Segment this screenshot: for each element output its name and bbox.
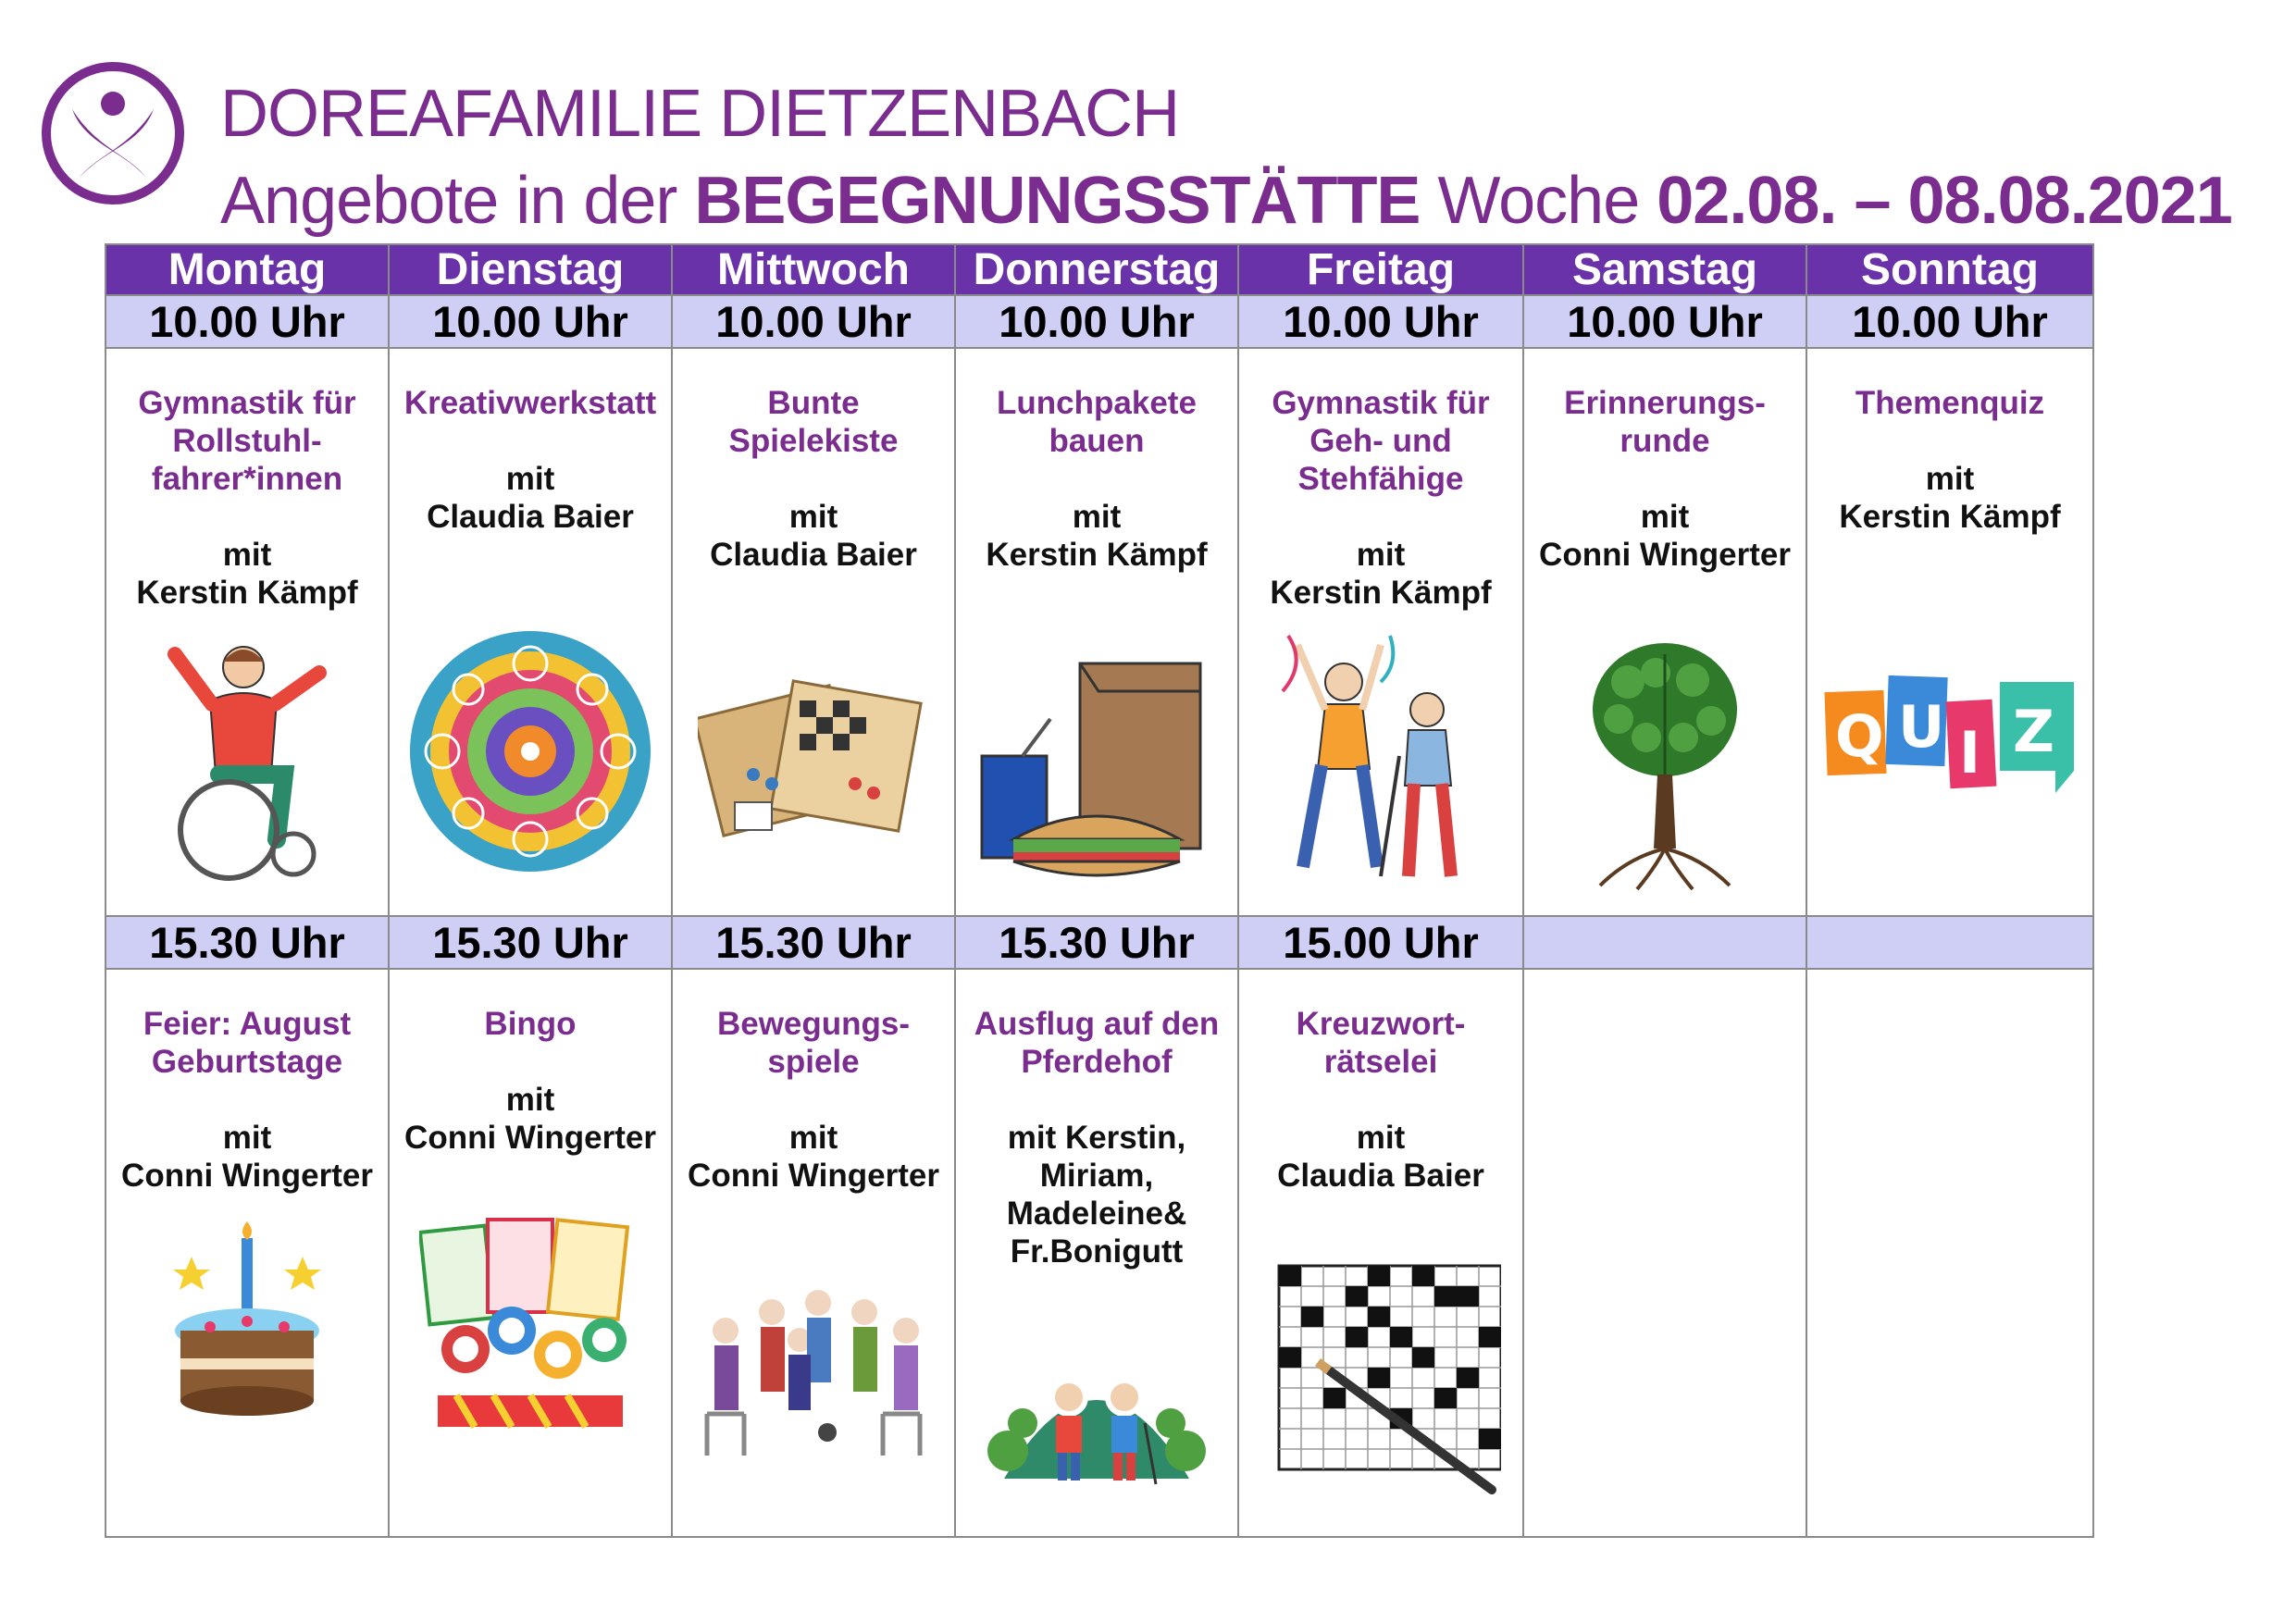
event-title: Ausflug auf den Pferdehof (974, 1006, 1220, 1080)
svg-text:Q: Q (1835, 702, 1884, 770)
seniors-walking-icon (986, 1340, 1208, 1493)
birthday-cake-icon (164, 1220, 330, 1446)
event-cell (1806, 348, 2093, 916)
day-thursday: Donnerstag (955, 244, 1238, 295)
subtitle: Angebote in der BEGEGNUNGSSTÄTTE Woche 02.08. – 08.08.2021 (220, 164, 2232, 238)
event-title: Gymnastik für Geh- und Stehfähige (1272, 385, 1490, 497)
lunch-bag-icon (976, 654, 1217, 890)
event-cell (672, 348, 955, 916)
empty-event-cell (1523, 969, 1806, 1537)
event-cell (1523, 348, 1806, 916)
time-cell: 15.30 Uhr (955, 916, 1238, 969)
event-host: mit Conni Wingerter (688, 1120, 939, 1194)
time-cell: 15.00 Uhr (1238, 916, 1523, 969)
board-games-icon (698, 663, 929, 853)
bingo-icon (419, 1210, 641, 1437)
time-cell: 10.00 Uhr (105, 295, 389, 348)
day-sunday: Sonntag (1806, 244, 2093, 295)
crossword-icon (1260, 1257, 1501, 1502)
svg-text:I: I (1959, 719, 1981, 787)
afternoon-events-row (105, 969, 2093, 1537)
event-host: mit Kerstin Kämpf (1270, 537, 1492, 611)
event-title: Feier: August Geburtstage (143, 1006, 352, 1080)
morning-events-row (105, 348, 2093, 916)
time-cell: 10.00 Uhr (389, 295, 672, 348)
event-title: Themenquiz (1855, 385, 2045, 421)
morning-time-row (105, 295, 2093, 348)
wheelchair-person-icon (155, 636, 340, 899)
time-cell: 10.00 Uhr (1523, 295, 1806, 348)
event-host: mit Conni Wingerter (1539, 499, 1791, 573)
event-title: Kreativwerkstatt (403, 385, 657, 421)
event-cell (389, 969, 672, 1537)
seniors-circle-icon (689, 1275, 938, 1465)
event-cell (1238, 969, 1523, 1537)
weekly-schedule-table (105, 243, 2092, 1538)
event-title: Kreuzwort- rätselei (1296, 1006, 1466, 1080)
event-cell (955, 969, 1238, 1537)
time-cell: 10.00 Uhr (1806, 295, 2093, 348)
time-cell: 15.30 Uhr (389, 916, 672, 969)
mandala-icon (405, 626, 655, 881)
organization-title: DOREAFAMILIE DIETZENBACH (220, 77, 1180, 151)
event-host: mit Conni Wingerter (404, 1082, 656, 1156)
event-cell (1238, 348, 1523, 916)
event-title: Bewegungs- spiele (716, 1006, 911, 1080)
event-host: mit Kerstin Kämpf (136, 537, 358, 611)
event-title: Gymnastik für Rollstuhl- fahrer*innen (138, 385, 356, 497)
time-cell: 10.00 Uhr (1238, 295, 1523, 348)
event-title: Bingo (484, 1006, 577, 1042)
day-tuesday: Dienstag (389, 244, 672, 295)
svg-text:U: U (1898, 693, 1945, 761)
empty-event-cell (1806, 969, 2093, 1537)
time-cell: 15.30 Uhr (672, 916, 955, 969)
event-title: Erinnerungs- runde (1564, 385, 1766, 459)
event-title: Lunchpakete bauen (997, 385, 1197, 459)
time-cell (1806, 916, 2093, 969)
event-cell (105, 348, 389, 916)
time-cell: 10.00 Uhr (672, 295, 955, 348)
quiz-icon (1820, 663, 2079, 844)
event-cell (672, 969, 955, 1537)
time-cell (1523, 916, 1806, 969)
svg-text:Z: Z (2013, 698, 2054, 765)
event-cell (955, 348, 1238, 916)
event-host: mit Claudia Baier (1277, 1120, 1484, 1194)
doreafamilie-logo-icon (37, 59, 194, 207)
time-cell: 10.00 Uhr (955, 295, 1238, 348)
day-wednesday: Mittwoch (672, 244, 955, 295)
event-host: mit Claudia Baier (710, 499, 917, 573)
event-cell (105, 969, 389, 1537)
time-cell: 15.30 Uhr (105, 916, 389, 969)
day-monday: Montag (105, 244, 389, 295)
day-friday: Freitag (1238, 244, 1523, 295)
day-header-row (105, 244, 2093, 295)
event-title: Bunte Spielekiste (728, 385, 899, 459)
event-cell (389, 348, 672, 916)
afternoon-time-row (105, 916, 2093, 969)
dancing-seniors-icon (1270, 626, 1492, 899)
day-saturday: Samstag (1523, 244, 1806, 295)
brain-tree-icon (1572, 636, 1757, 899)
event-host: mit Kerstin, Miriam, Madeleine& Fr.Bonigutt (1006, 1120, 1187, 1270)
event-host: mit Claudia Baier (427, 461, 634, 535)
event-host: mit Kerstin Kämpf (986, 499, 1208, 573)
event-host: mit Kerstin Kämpf (1839, 461, 2061, 535)
event-host: mit Conni Wingerter (121, 1120, 373, 1194)
